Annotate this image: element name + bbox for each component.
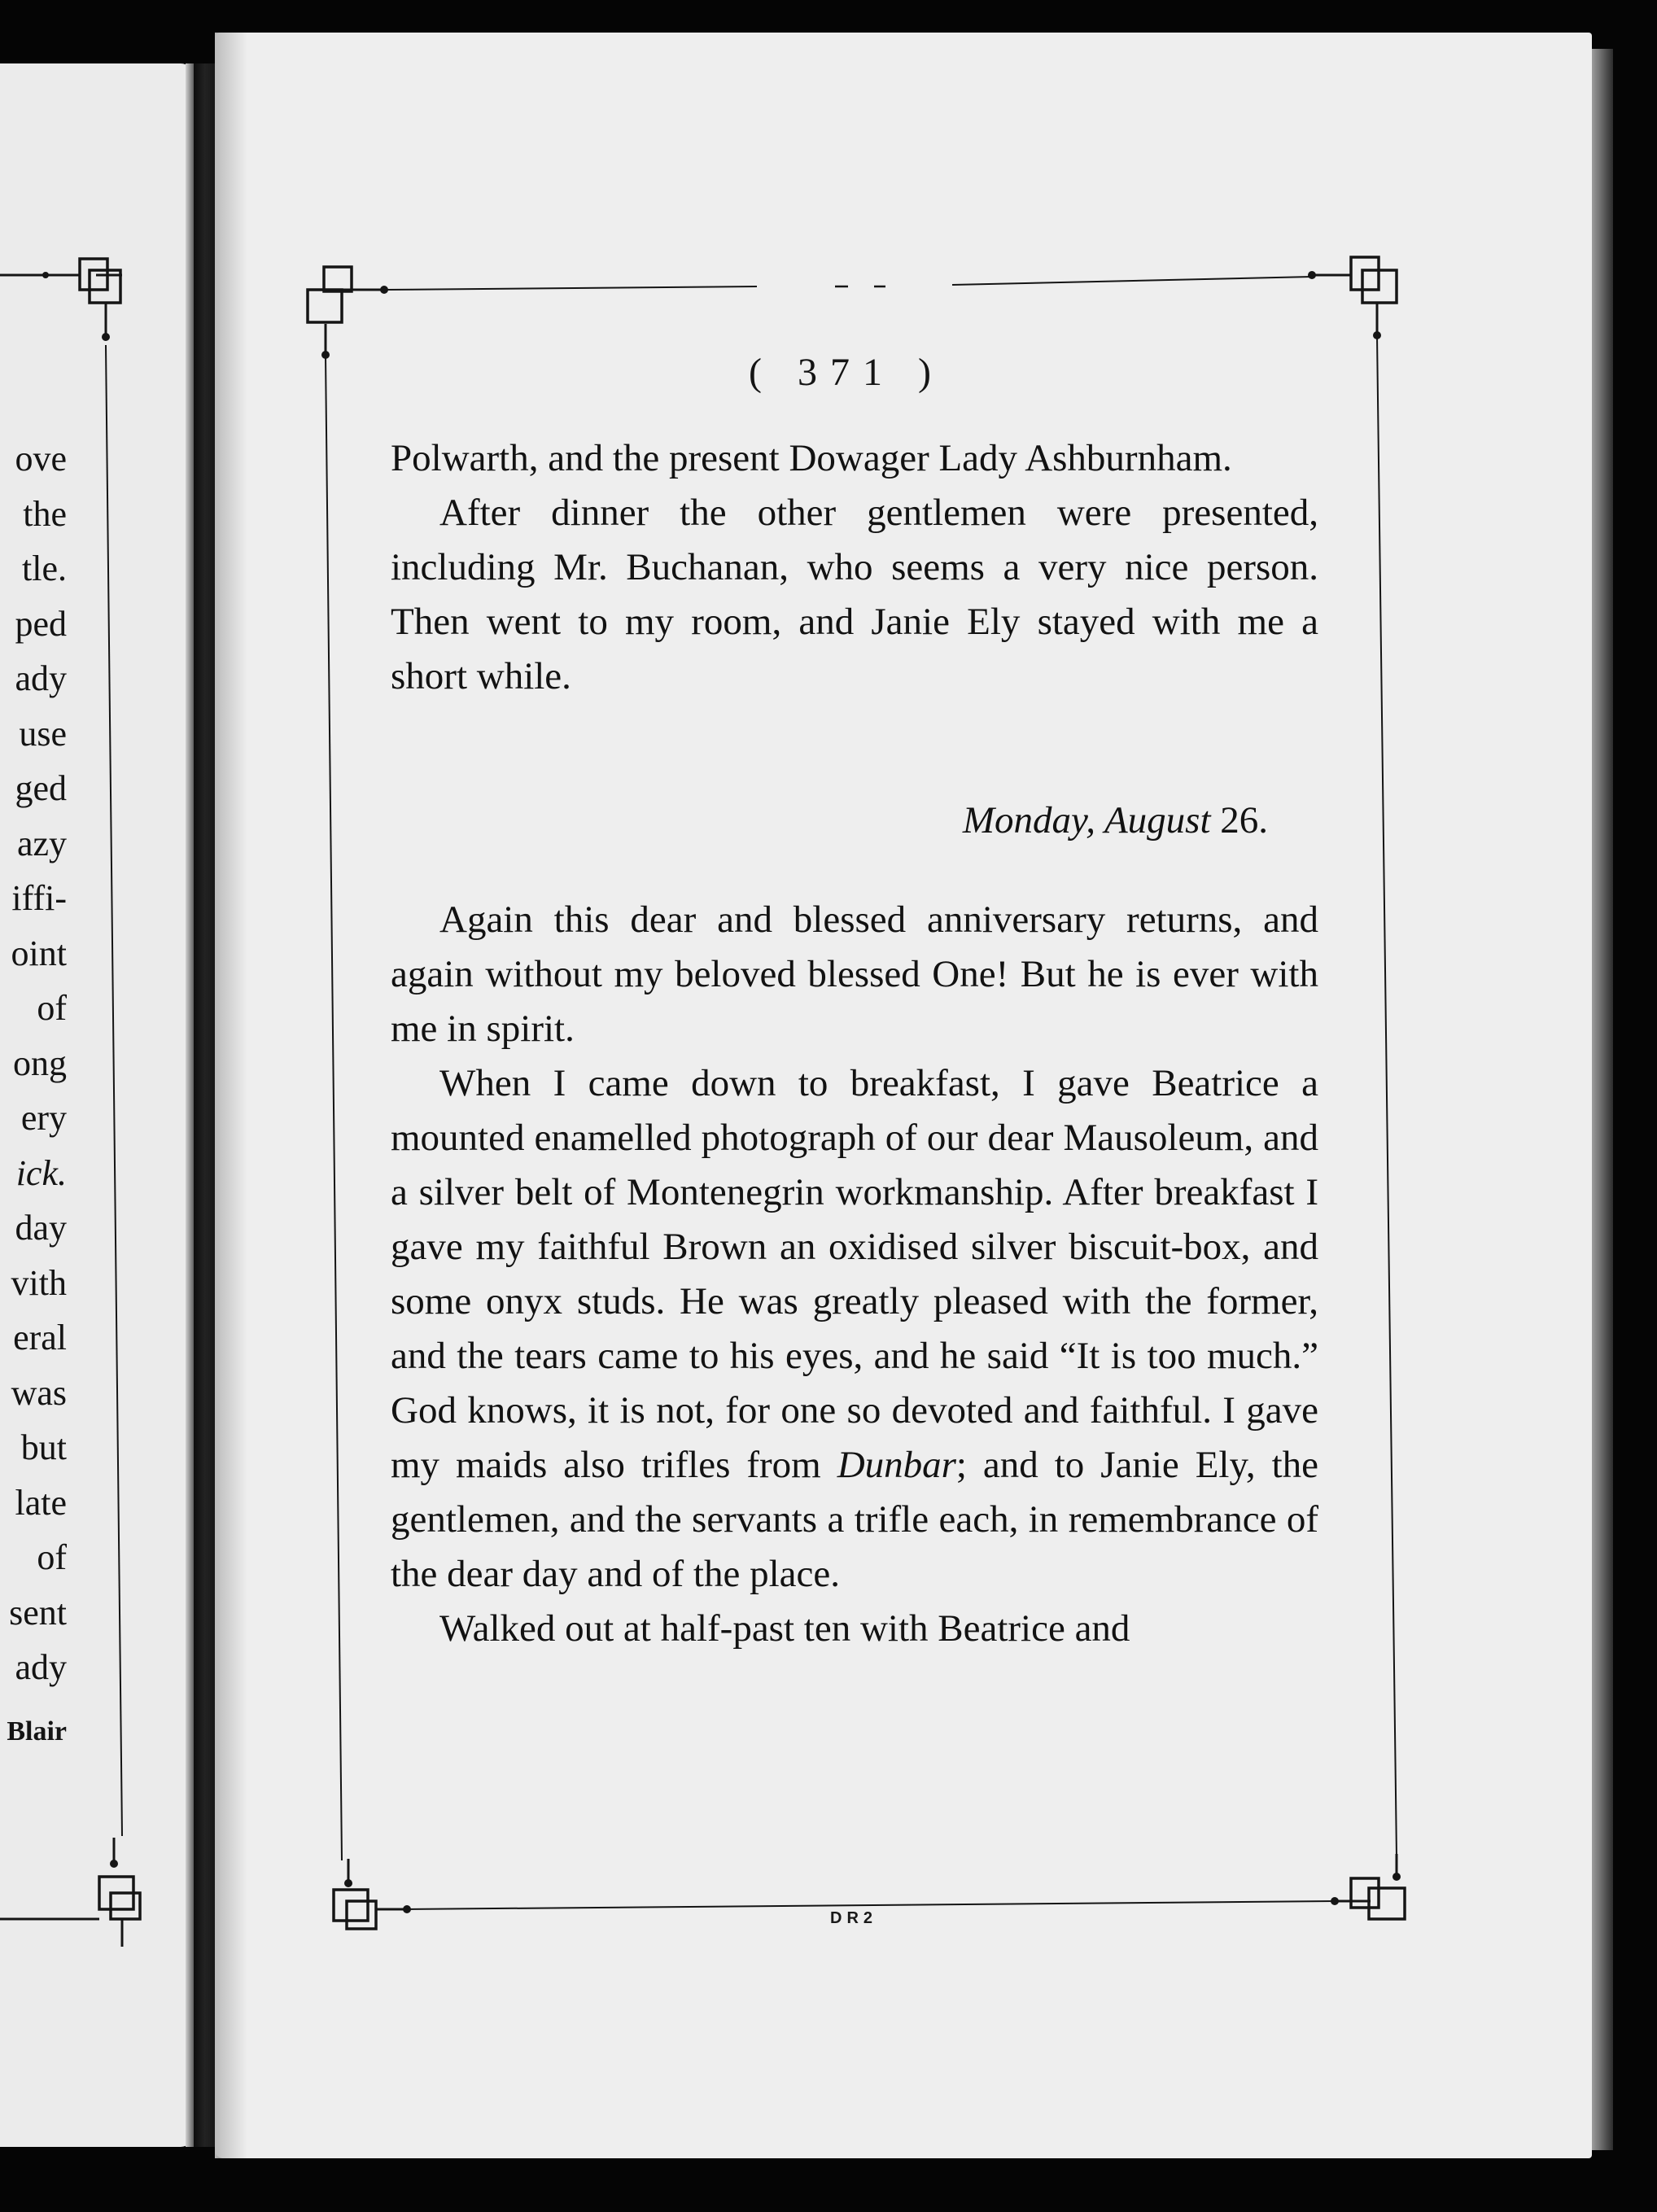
date-month: August	[1104, 799, 1211, 842]
page-number: ( 371 )	[749, 351, 944, 394]
left-line: the	[23, 493, 67, 534]
left-line: iffi-	[11, 878, 67, 918]
left-line: azy	[16, 823, 67, 863]
left-line: sent	[9, 1592, 67, 1633]
left-line: ped	[15, 603, 67, 644]
paragraph-text: When I came down to breakfast, I gave Beatrice a mounted enamelled photograph of our dear Mausoleum, and a silver belt of Montenegrin workmanship. After breakfast I gave my faithful Brown an oxidised silver biscuit-box, and some onyx studs. He was greatly pleased with the former, and the tears came to his eyes, and he said “It is too much.” God knows, it is not, for one so devoted and faithful. I gave my maids also trifles from	[391, 1062, 1318, 1486]
printer-signature-mark: DR2	[830, 1909, 878, 1927]
left-line: ady	[15, 1647, 67, 1687]
paragraph: Walked out at half-past ten with Beatrice and	[439, 1607, 1130, 1650]
left-line: of	[37, 988, 67, 1028]
previous-page-text	[0, 431, 67, 1768]
left-line: but	[20, 1427, 67, 1467]
left-line: tle.	[22, 549, 67, 588]
left-line: ged	[15, 768, 67, 808]
left-line: Blair	[7, 1716, 67, 1746]
left-line: ady	[15, 658, 67, 698]
left-line: day	[15, 1208, 67, 1248]
left-line: vith	[11, 1262, 67, 1303]
paragraph-text: ; and to Janie Ely, the gentlemen, and the servants a trifle each, in remembrance of the dear day and of the place.	[391, 1444, 1319, 1595]
paragraph: Again this dear and blessed anniversary returns, and again without my beloved blessed One! But he is ever with me in spirit.	[391, 898, 1318, 1050]
date-day: 26.	[1220, 799, 1268, 842]
left-line: use	[19, 713, 67, 754]
left-line: late	[15, 1482, 67, 1523]
left-line: ong	[13, 1043, 67, 1083]
left-line: of	[37, 1537, 67, 1577]
left-line: ery	[20, 1098, 67, 1138]
diary-date-heading	[391, 793, 1318, 848]
page-body	[391, 431, 1318, 1656]
left-line: ove	[15, 439, 67, 479]
left-line: eral	[13, 1318, 67, 1357]
left-line: ick.	[15, 1152, 67, 1193]
date-weekday: Monday,	[962, 799, 1096, 842]
left-line: oint	[11, 933, 67, 973]
paragraph: After dinner the other gentlemen were presented, including Mr. Buchanan, who seems a very nice person. Then went to my room, and Janie Ely stayed with me a short while.	[391, 492, 1318, 697]
paragraph-continuation: Polwarth, and the present Dowager Lady Ashburnham.	[391, 437, 1232, 479]
paragraph	[391, 1056, 1318, 1602]
left-line: was	[11, 1372, 67, 1413]
italic-place-name: Dunbar	[837, 1444, 956, 1486]
